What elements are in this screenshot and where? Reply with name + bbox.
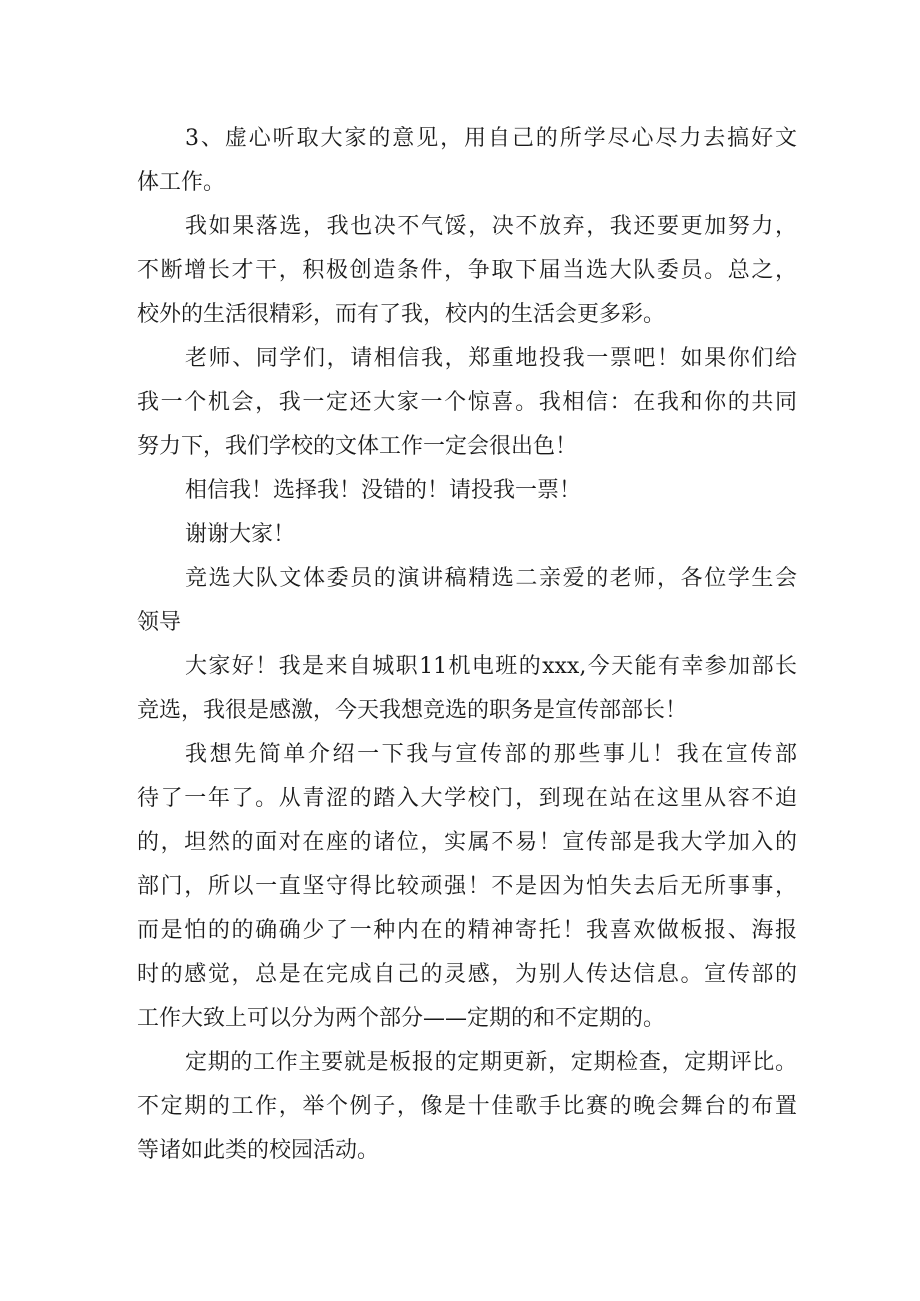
text-line: 部门，所以一直坚守得比较顽强！不是因为怕失去后无所事事， xyxy=(137,874,797,899)
text-line: 3、虚心听取大家的意见，用自己的所学尽心尽力去搞好文 xyxy=(185,126,797,151)
text-line: 相信我！选择我！没错的！请投我一票！ xyxy=(185,478,582,503)
text-line: 不断增长才干，积极创造条件，争取下届当选大队委员。总之， xyxy=(137,258,797,283)
text-line: 等诸如此类的校园活动。 xyxy=(137,1138,380,1163)
text-line: 待了一年了。从青涩的踏入大学校门，到现在站在这里从容不迫 xyxy=(137,786,797,811)
text-line: 时的感觉，总是在完成自己的灵感，为别人传达信息。宣传部的 xyxy=(137,962,797,987)
document-body xyxy=(137,117,797,1173)
text-line: 努力下，我们学校的文体工作一定会很出色！ xyxy=(137,434,578,459)
text-line: 我一个机会，我一定还大家一个惊喜。我相信：在我和你的共同 xyxy=(137,390,797,415)
text-line: 竞选，我很是感激，今天我想竞选的职务是宣传部部长！ xyxy=(137,698,688,723)
text-line: 工作大致上可以分为两个部分——定期的和不定期的。 xyxy=(137,1006,666,1031)
text-line: 竞选大队文体委员的演讲稿精选二亲爱的老师，各位学生会 xyxy=(185,566,797,591)
text-line: 校外的生活很精彩，而有了我，校内的生活会更多彩。 xyxy=(137,302,666,327)
text-line: 不定期的工作，举个例子，像是十佳歌手比赛的晚会舞台的布置 xyxy=(137,1094,797,1119)
text-line: 我如果落选，我也决不气馁，决不放弃，我还要更加努力， xyxy=(185,214,797,239)
text-line: 谢谢大家！ xyxy=(185,522,296,547)
text-line: 而是怕的的确确少了一种内在的精神寄托！我喜欢做板报、海报 xyxy=(137,918,797,943)
text-line: 的，坦然的面对在座的诸位，实属不易！宣传部是我大学加入的 xyxy=(137,830,797,855)
text-line: 领导 xyxy=(137,610,182,635)
text-line: 定期的工作主要就是板报的定期更新，定期检查，定期评比。 xyxy=(185,1050,797,1075)
text-line: 大家好！我是来自城职11机电班的xxx,今天能有幸参加部长 xyxy=(185,654,797,679)
text-line: 老师、同学们，请相信我，郑重地投我一票吧！如果你们给 xyxy=(185,346,797,371)
text-line: 我想先简单介绍一下我与宣传部的那些事儿！我在宣传部 xyxy=(185,742,797,767)
text-line: 体工作。 xyxy=(137,170,226,195)
